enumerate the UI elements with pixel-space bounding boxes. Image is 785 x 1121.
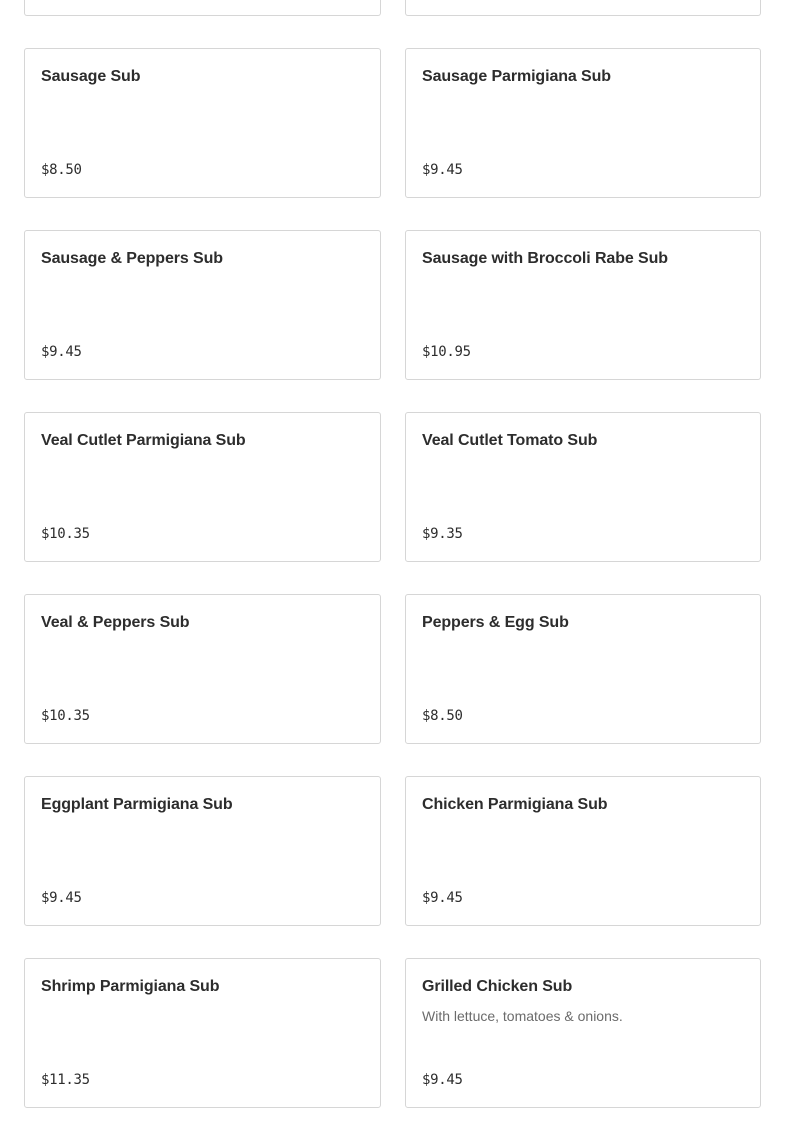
item-price: $10.95: [422, 344, 471, 360]
item-price: $9.45: [422, 162, 463, 178]
menu-item-card-veal-cutlet-parmigiana-sub[interactable]: [24, 412, 381, 562]
item-price: $10.35: [41, 526, 90, 542]
item-name: Sausage with Broccoli Rabe Sub: [422, 250, 668, 267]
menu-item-card-sausage-broccoli-rabe-sub[interactable]: [405, 230, 761, 380]
item-price: $8.50: [422, 708, 463, 724]
item-price: $9.35: [422, 526, 463, 542]
item-price: $8.50: [41, 162, 82, 178]
item-price: $9.45: [41, 344, 82, 360]
item-price: $9.45: [422, 890, 463, 906]
item-price: $9.45: [422, 1072, 463, 1088]
item-name: Sausage Parmigiana Sub: [422, 68, 611, 85]
menu-item-card-partial[interactable]: [405, 0, 761, 16]
menu-item-card-sausage-parmigiana-sub[interactable]: [405, 48, 761, 198]
menu-item-card-shrimp-parmigiana-sub[interactable]: [24, 958, 381, 1108]
item-price: $10.35: [41, 708, 90, 724]
item-price: $9.45: [41, 890, 82, 906]
item-name: Sausage & Peppers Sub: [41, 250, 223, 267]
item-name: Grilled Chicken Sub: [422, 978, 573, 995]
item-description: With lettuce, tomatoes & onions.: [422, 1008, 623, 1024]
menu-item-card-sausage-peppers-sub[interactable]: [24, 230, 381, 380]
menu-item-card-chicken-parmigiana-sub[interactable]: [405, 776, 761, 926]
menu-item-card-veal-cutlet-tomato-sub[interactable]: [405, 412, 761, 562]
item-name: Veal Cutlet Parmigiana Sub: [41, 432, 246, 449]
item-name: Veal & Peppers Sub: [41, 614, 190, 631]
menu-item-card-eggplant-parmigiana-sub[interactable]: [24, 776, 381, 926]
menu-item-card-peppers-egg-sub[interactable]: [405, 594, 761, 744]
item-name: Shrimp Parmigiana Sub: [41, 978, 220, 995]
item-name: Chicken Parmigiana Sub: [422, 796, 608, 813]
menu-item-card-partial[interactable]: [24, 0, 381, 16]
menu-item-card-sausage-sub[interactable]: [24, 48, 381, 198]
item-name: Sausage Sub: [41, 68, 141, 85]
item-name: Peppers & Egg Sub: [422, 614, 569, 631]
menu-item-card-veal-peppers-sub[interactable]: [24, 594, 381, 744]
item-name: Veal Cutlet Tomato Sub: [422, 432, 598, 449]
item-name: Eggplant Parmigiana Sub: [41, 796, 233, 813]
item-price: $11.35: [41, 1072, 90, 1088]
menu-item-card-grilled-chicken-sub[interactable]: [405, 958, 761, 1108]
